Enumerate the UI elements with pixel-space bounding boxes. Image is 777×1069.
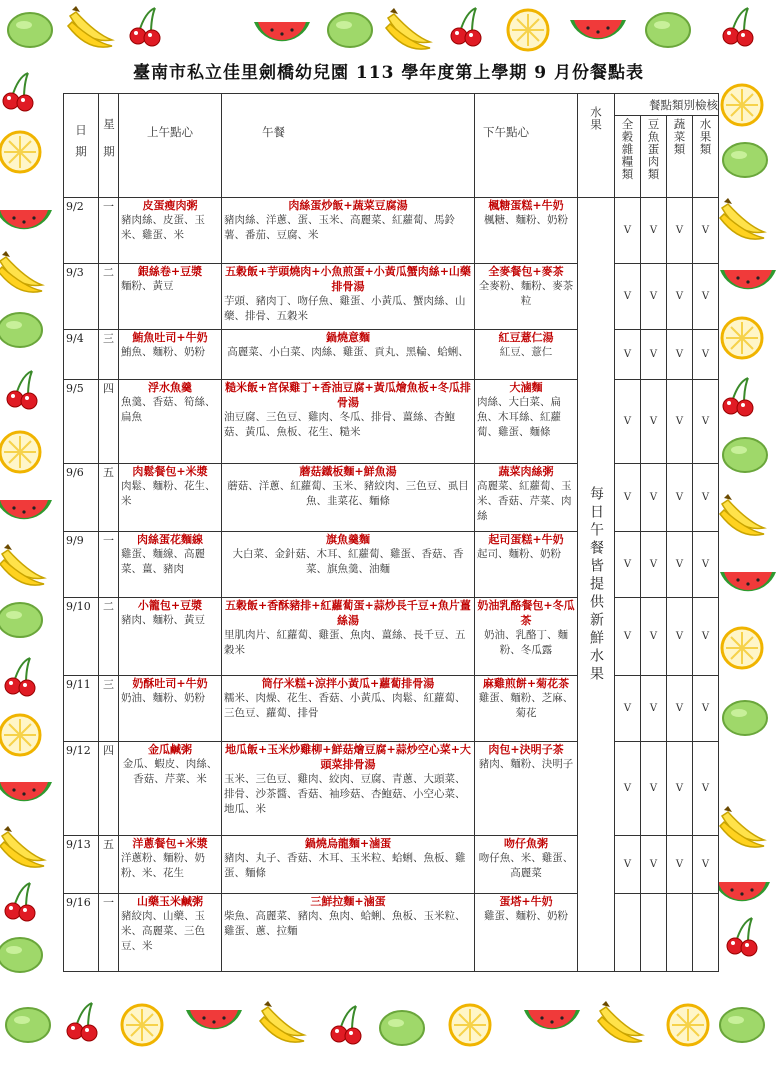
row-lunch — [222, 330, 475, 380]
check-grains: V — [615, 835, 641, 893]
afternoon-ingredients: 豬肉、麵粉、決明子 — [478, 757, 574, 770]
header-vegetable: 蔬菜類 — [667, 116, 693, 198]
row-lunch — [222, 532, 475, 598]
row-date: 9/16 — [64, 893, 99, 971]
lunch-dish: 糙米飯+宮保雞丁+香油豆腐+黃瓜燴魚板+冬瓜排骨湯 — [225, 381, 471, 410]
row-lunch — [222, 893, 475, 971]
check-fruit: V — [693, 741, 719, 835]
afternoon-dish: 蛋塔+牛奶 — [499, 894, 553, 908]
morning-dish: 金瓜鹹粥 — [148, 742, 192, 756]
lunch-dish: 三鮮拉麵+滷蛋 — [310, 894, 386, 908]
table-row — [64, 330, 719, 380]
check-protein — [641, 893, 667, 971]
row-lunch — [222, 380, 475, 464]
check-fruit: V — [693, 380, 719, 464]
check-grains: V — [615, 264, 641, 330]
row-morning — [119, 380, 222, 464]
row-lunch — [222, 741, 475, 835]
header-lunch: 午餐 — [222, 94, 475, 198]
row-date: 9/5 — [64, 380, 99, 464]
row-lunch — [222, 264, 475, 330]
morning-ingredients: 豬肉、麵粉、黃豆 — [121, 614, 205, 627]
row-weekday: 二 — [99, 598, 119, 675]
morning-dish: 皮蛋瘦肉粥 — [142, 199, 198, 212]
lunch-dish: 筒仔米糕+涼拌小黃瓜+蘿蔔排骨湯 — [261, 676, 435, 690]
morning-ingredients: 金瓜、蝦皮、肉絲、香菇、芹菜、米 — [122, 757, 218, 785]
row-afternoon — [475, 835, 578, 893]
row-date: 9/9 — [64, 532, 99, 598]
check-grains: V — [615, 741, 641, 835]
row-afternoon — [475, 330, 578, 380]
lunch-dish: 五穀飯+芋頭燒肉+小魚煎蛋+小黃瓜蟹肉絲+山藥排骨湯 — [225, 265, 471, 294]
afternoon-ingredients: 吻仔魚、米、雞蛋、高麗菜 — [478, 851, 574, 879]
check-vegetable: V — [667, 835, 693, 893]
check-vegetable: V — [667, 264, 693, 330]
check-grains: V — [615, 198, 641, 264]
lunch-ingredients: 蘑菇、洋蔥、紅蘿蔔、玉米、豬絞肉、三色豆、虱目魚、韭菜花、麵條 — [227, 480, 469, 508]
row-morning — [119, 741, 222, 835]
lunch-dish: 地瓜飯+玉米炒雞柳+鮮菇燴豆腐+蒜炒空心菜+大頭菜排骨湯 — [225, 742, 471, 771]
morning-dish: 洋蔥餐包+米漿 — [132, 836, 208, 850]
check-protein: V — [641, 380, 667, 464]
check-fruit: V — [693, 330, 719, 380]
row-afternoon — [475, 741, 578, 835]
row-morning — [119, 330, 222, 380]
check-grains: V — [615, 598, 641, 675]
row-morning — [119, 835, 222, 893]
table-row — [64, 741, 719, 835]
row-weekday: 四 — [99, 741, 119, 835]
row-afternoon — [475, 380, 578, 464]
check-protein: V — [641, 464, 667, 532]
check-vegetable: V — [667, 741, 693, 835]
row-afternoon — [475, 532, 578, 598]
afternoon-ingredients: 奶油、乳酪丁、麵粉、冬瓜露 — [484, 629, 568, 657]
table-row — [64, 380, 719, 464]
header-grains: 全穀雜糧類 — [615, 116, 641, 198]
morning-ingredients: 奶油、麵粉、奶粉 — [121, 691, 205, 704]
afternoon-ingredients: 紅豆、薏仁 — [499, 346, 553, 359]
table-row — [64, 198, 719, 264]
row-morning — [119, 893, 222, 971]
row-weekday: 三 — [99, 675, 119, 741]
lunch-dish: 肉絲蛋炒飯+蔬菜豆腐湯 — [288, 199, 408, 212]
table-row — [64, 835, 719, 893]
check-fruit: V — [693, 598, 719, 675]
header-date: 日期 — [64, 94, 99, 198]
afternoon-ingredients: 楓糖、麵粉、奶粉 — [484, 214, 568, 226]
check-grains: V — [615, 675, 641, 741]
check-vegetable — [667, 893, 693, 971]
row-lunch — [222, 675, 475, 741]
lunch-ingredients: 里肌肉片、紅蘿蔔、雞蛋、魚肉、薑絲、長千豆、五穀米 — [224, 629, 466, 657]
lunch-ingredients: 豬肉絲、洋蔥、蛋、玉米、高麗菜、紅蘿蔔、馬鈴薯、番茄、豆腐、米 — [224, 214, 455, 241]
check-vegetable: V — [667, 198, 693, 264]
morning-dish: 銀絲卷+豆漿 — [137, 265, 203, 279]
afternoon-dish: 起司蛋糕+牛奶 — [488, 533, 564, 547]
check-protein: V — [641, 264, 667, 330]
morning-ingredients: 洋蔥粉、麵粉、奶粉、米、花生 — [121, 851, 205, 879]
row-weekday: 五 — [99, 835, 119, 893]
check-grains: V — [615, 330, 641, 380]
row-morning — [119, 598, 222, 675]
row-morning — [119, 198, 222, 264]
row-weekday: 五 — [99, 464, 119, 532]
morning-dish: 奶酥吐司+牛奶 — [132, 676, 208, 690]
header-fruit-cat: 水果類 — [693, 116, 719, 198]
fruit-note: 每日午餐皆提供新鮮水果 — [588, 485, 604, 684]
row-date: 9/4 — [64, 330, 99, 380]
check-vegetable: V — [667, 330, 693, 380]
lunch-ingredients: 大白菜、金針菇、木耳、紅蘿蔔、雞蛋、香菇、香菜、旗魚羹、油麵 — [232, 548, 464, 576]
morning-ingredients: 鮪魚、麵粉、奶粉 — [121, 346, 205, 359]
row-weekday: 二 — [99, 264, 119, 330]
row-afternoon — [475, 675, 578, 741]
table-row — [64, 264, 719, 330]
afternoon-dish: 紅豆薏仁湯 — [498, 331, 554, 345]
row-afternoon — [475, 598, 578, 675]
row-morning — [119, 464, 222, 532]
lunch-ingredients: 豬肉、丸子、香菇、木耳、玉米粒、蛤蜊、魚板、雞蛋、麵條 — [224, 851, 466, 879]
afternoon-dish: 蔬菜肉絲粥 — [498, 465, 554, 479]
check-fruit — [693, 893, 719, 971]
row-weekday: 一 — [99, 532, 119, 598]
row-afternoon — [475, 198, 578, 264]
check-grains: V — [615, 532, 641, 598]
check-protein: V — [641, 675, 667, 741]
row-date: 9/13 — [64, 835, 99, 893]
morning-ingredients: 魚羹、香菇、筍絲、扁魚 — [121, 396, 216, 424]
morning-dish: 浮水魚羹 — [148, 381, 192, 395]
row-morning — [119, 264, 222, 330]
check-grains: V — [615, 380, 641, 464]
row-afternoon — [475, 464, 578, 532]
row-date: 9/6 — [64, 464, 99, 532]
row-lunch — [222, 464, 475, 532]
check-vegetable: V — [667, 464, 693, 532]
row-morning — [119, 675, 222, 741]
lunch-ingredients: 高麗菜、小白菜、肉絲、雞蛋、貢丸、黑輪、蛤蜊、 — [227, 346, 469, 359]
check-grains: V — [615, 464, 641, 532]
table-row — [64, 598, 719, 675]
check-fruit: V — [693, 532, 719, 598]
header-protein: 豆魚蛋肉類 — [641, 116, 667, 198]
row-date: 9/11 — [64, 675, 99, 741]
row-lunch — [222, 835, 475, 893]
table-row — [64, 464, 719, 532]
fruit-column — [578, 198, 615, 972]
afternoon-ingredients: 全麥粉、麵粉、麥茶粒 — [478, 280, 574, 308]
row-weekday: 一 — [99, 893, 119, 971]
table-row — [64, 893, 719, 971]
check-fruit: V — [693, 198, 719, 264]
morning-ingredients: 麵粉、黃豆 — [121, 280, 174, 293]
row-date: 9/12 — [64, 741, 99, 835]
morning-ingredients: 肉鬆、麵粉、花生、米 — [121, 480, 216, 508]
table-row — [64, 532, 719, 598]
row-afternoon — [475, 264, 578, 330]
lunch-ingredients: 玉米、三色豆、雞肉、絞肉、豆腐、青蔥、大頭菜、排骨、沙茶醬、香菇、袖珍菇、杏鮑菇、小空心菜、地瓜、米 — [224, 772, 466, 815]
check-vegetable: V — [667, 532, 693, 598]
morning-ingredients: 豬絞肉、山藥、玉米、高麗菜、三色豆、米 — [121, 909, 205, 952]
row-weekday: 三 — [99, 330, 119, 380]
morning-ingredients: 豬肉絲、皮蛋、玉米、雞蛋、米 — [121, 214, 205, 241]
morning-dish: 山藥玉米鹹粥 — [137, 894, 203, 908]
afternoon-ingredients: 雞蛋、麵粉、奶粉 — [484, 909, 568, 922]
header-fruit: 水果 — [578, 94, 615, 198]
morning-dish: 肉鬆餐包+米漿 — [132, 465, 208, 479]
afternoon-dish: 奶油乳酪餐包+冬瓜茶 — [477, 599, 575, 628]
check-fruit: V — [693, 835, 719, 893]
meal-rows — [64, 198, 719, 972]
afternoon-dish: 楓糖蛋糕+牛奶 — [488, 199, 564, 212]
lunch-ingredients: 柴魚、高麗菜、豬肉、魚肉、蛤蜊、魚板、玉米粒、雞蛋、蔥、拉麵 — [224, 909, 466, 937]
check-vegetable: V — [667, 675, 693, 741]
morning-dish: 小籠包+豆漿 — [137, 599, 203, 613]
afternoon-ingredients: 雞蛋、麵粉、芝麻、菊花 — [478, 691, 574, 719]
lunch-dish: 鍋燒意麵 — [326, 331, 370, 345]
check-fruit: V — [693, 264, 719, 330]
lunch-dish: 五穀飯+香酥豬排+紅蘿蔔蛋+蒜炒長千豆+魚片薑絲湯 — [225, 599, 471, 628]
row-weekday: 四 — [99, 380, 119, 464]
header-afternoon: 下午點心 — [475, 94, 578, 198]
check-protein: V — [641, 198, 667, 264]
row-lunch — [222, 198, 475, 264]
check-fruit: V — [693, 675, 719, 741]
table-row — [64, 675, 719, 741]
lunch-dish: 旗魚羹麵 — [326, 533, 370, 547]
afternoon-dish: 吻仔魚粥 — [504, 836, 548, 850]
afternoon-ingredients: 高麗菜、紅蘿蔔、玉米、香菇、芹菜、肉絲 — [477, 480, 572, 523]
check-protein: V — [641, 532, 667, 598]
row-date: 9/3 — [64, 264, 99, 330]
morning-ingredients: 雞蛋、麵線、高麗菜、薑、豬肉 — [121, 548, 205, 576]
check-fruit: V — [693, 464, 719, 532]
lunch-ingredients: 油豆腐、三色豆、雞肉、冬瓜、排骨、薑絲、杏鮑菇、黃瓜、魚板、花生、糙米 — [224, 411, 455, 439]
row-date: 9/2 — [64, 198, 99, 264]
morning-dish: 鮪魚吐司+牛奶 — [132, 331, 208, 345]
afternoon-dish: 肉包+決明子茶 — [488, 742, 564, 756]
lunch-ingredients: 糯米、肉燥、花生、香菇、小黃瓜、肉鬆、紅蘿蔔、三色豆、蘿蔔、排骨 — [224, 691, 466, 719]
check-protein: V — [641, 598, 667, 675]
row-afternoon — [475, 893, 578, 971]
check-protein: V — [641, 330, 667, 380]
lunch-dish: 蘑菇鐵板麵+鮮魚湯 — [299, 465, 397, 479]
meal-table — [63, 93, 719, 972]
check-vegetable: V — [667, 598, 693, 675]
lunch-dish: 鍋燒烏龍麵+滷蛋 — [304, 836, 392, 850]
afternoon-ingredients: 肉絲、大白菜、扁魚、木耳絲、紅蘿蔔、雞蛋、麵條 — [477, 396, 561, 439]
row-weekday: 一 — [99, 198, 119, 264]
page-title: 臺南市私立佳里劍橋幼兒園 113 學年度第上學期 9 月份餐點表 — [133, 63, 644, 83]
row-lunch — [222, 598, 475, 675]
row-morning — [119, 532, 222, 598]
morning-dish: 肉絲蛋花麵線 — [137, 533, 203, 547]
afternoon-dish: 大滷麵 — [509, 381, 543, 395]
check-vegetable: V — [667, 380, 693, 464]
afternoon-dish: 全麥餐包+麥茶 — [488, 265, 564, 279]
row-date: 9/10 — [64, 598, 99, 675]
afternoon-ingredients: 起司、麵粉、奶粉 — [477, 548, 561, 561]
header-weekday: 星期 — [99, 94, 119, 198]
check-protein: V — [641, 835, 667, 893]
lunch-ingredients: 芋頭、豬肉丁、吻仔魚、雞蛋、小黃瓜、蟹肉絲、山藥、排骨、五穀米 — [224, 295, 466, 323]
afternoon-dish: 麻雞煎餅+菊花茶 — [482, 676, 570, 690]
check-grains — [615, 893, 641, 971]
check-protein: V — [641, 741, 667, 835]
header-morning: 上午點心 — [119, 94, 222, 198]
header-check-group: 餐點類別檢核 — [615, 94, 719, 116]
